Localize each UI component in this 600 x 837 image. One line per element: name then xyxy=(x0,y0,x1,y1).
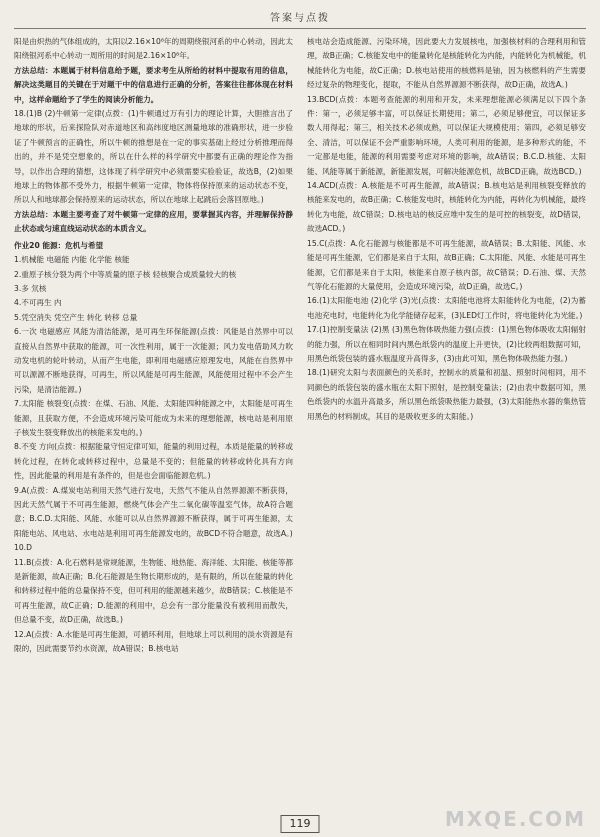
columns xyxy=(14,35,586,803)
left-column xyxy=(14,35,293,803)
answer-item: 11.B(点拨：A.化石燃料是常规能源，生物能、地热能、海洋能、太阳能、核能等都是新能源，故A正确；B.化石能源是生物长期形成的，是有限的，所以在能量的转化和转移过程中能的总量保持不变，但可利用的能源越来越少，故B错误；C.核能是不可再生能源，故C正确；D.能源的利用中，总会有一部分能量没有被利用而散失，但总量不变，故D正确，故选B。) xyxy=(14,557,293,625)
answer-item: 5.凭空消失 凭空产生 转化 转移 总量 xyxy=(14,312,138,322)
answer-item: 3.多 氘核 xyxy=(14,283,47,293)
watermark: MXQE.COM xyxy=(444,807,586,831)
paragraph: 方法总结：本题属于材料信息给予题，要求考生从所给的材料中提取有用的信息，解决这类题目的关键在于对题干中的信息进行正确的分析，答案往往都体现在材料中，这样命题给予了学生的阅读分析能力。 xyxy=(14,65,293,104)
page-number: 119 xyxy=(281,815,320,833)
answer-item: 10.D xyxy=(14,543,32,553)
answer-item: 17.(1)控制变量法 (2)黑 (3)黑色物体吸热能力强(点拨：(1)黑色物体吸收太阳辐射的能力强，所以在相同时间内黑色纸袋内的温度上升更快，(2)比较两组数据可知，用黑色纸袋包装的盛水瓶温度升高得多，(3)由此可知，黑色物体吸热能力强。) xyxy=(307,325,586,363)
page-header: 答案与点拨 xyxy=(14,10,586,29)
answer-item: 13.BCD(点拨：本题考查能源的利用和开发，未来理想能源必须满足以下四个条件：第一，必须足够丰富，可以保证长期使用；第二，必须足够便宜，可以保证多数人用得起；第三，相关技术必须成熟，可以保证大规模使用；第四，必须足够安全、清洁，可以保证不会严重影响环境，人类可利用的能源，是多种形式的能，不一定都是电能，能源的利用需要考虑对环境的影响，故A错误；B.C.D.核能、太阳能、风能等属于新能源，新能源发展，可解决能源危机，故BCD正确，故选BCD。) xyxy=(307,94,586,176)
answer-item: 9.A(点拨：A.煤炭电站利用天然气进行发电，天然气不能从自然界源源不断获得，因此天然气属于不可再生能源，燃烧气体会产生二氧化碳等温室气体，故A符合题意；B.C.D.太阳能、风能、水能可以从自然界源源不断获得，属于可再生能源，太阳能电站、风电站、水电站是利用可再生能源发电的，故BCD不符合题意，故选A。) xyxy=(14,485,293,538)
section-title: 作业20 能源：危机与希望 xyxy=(14,240,104,250)
right-column xyxy=(307,35,586,803)
paragraph: 阳是由炽热的气体组成的，太阳以2.16×10⁸年的周期绕银河系的中心转动，因此太阳绕银河系中心转动一周所用的时间是2.16×10⁸年。 xyxy=(14,37,293,61)
answer-item: 6.一次 电磁感应 风能为清洁能源，是可再生环保能源(点拨：风能是自然界中可以直接从自然界中获取的能源，可一次性利用，属于一次能源；风力发电借助风力吹动发电机的轮叶转动，从而产生电能，即利用电磁感应原理发电，风能在自然界中可以源源不断地获得，可再生，所以风能是可再生能源，风能使用过程中不会产生污染，是清洁能源。) xyxy=(14,327,293,394)
answer-item: 16.(1)太阳能电池 (2)化学 (3)光(点拨：太阳能电池将太阳能转化为电能，(2)为蓄电池充电时，电能转化为化学能储存起来，(3)LED灯工作时，将电能转化为光能。) xyxy=(307,296,586,320)
answer-item: 4.不可再生 内 xyxy=(14,298,62,308)
answer-item: 14.ACD(点拨：A.核能是不可再生能源，故A错误；B.核电站是利用核裂变释放的核能来发电的，故B正确；C.核能发电时，核能转化为内能，再转化为机械能，最终转化为电能，故C错误；D.核电站的核反应堆中发生的是可控的核裂变，故D错误，故选ACD。) xyxy=(307,181,586,234)
answer-item: 7.太阳能 核裂变(点拨：在煤、石油、风能、太阳能四种能源之中，太阳能是可再生能源，且获取方便，不会造成环境污染可能成为未来的理想能源，核电站是利用原子核发生裂变释放出的核能来发电的。) xyxy=(14,399,293,437)
paragraph: 方法总结：本题主要考查了对牛顿第一定律的应用，要掌握其内容，并理解保持静止状态或匀速直线运动状态的本质含义。 xyxy=(14,209,293,234)
answer-item: 1.机械能 电磁能 内能 化学能 核能 xyxy=(14,255,130,265)
answer-item: 8.不变 方向(点拨：根据能量守恒定律可知，能量的利用过程，本质是能量的转移或转化过程，在转化或转移过程中，总量是不变的；但能量的转移或转化具有方向性，因此能量的利用是有条件的，但是也会面临能源危机。) xyxy=(14,442,293,481)
answer-item: 核电站会造成能源、污染环境，因此要大力发展核电，加强核材料的合理利用和管理，故B正确；C.核能发电中的能量转化是核能转化为内能，内能转化为机械能，机械能转化为电能，故C正确；D.核电站使用的核燃料是铀，因为核燃料的产生需要经过复杂的物理变化，提取，不能从自然界源源不断获得，故D正确，故选A。) xyxy=(307,37,586,90)
answer-item: 15.C(点拨：A.化石能源与核能都是不可再生能源，故A错误；B.太阳能、风能、水能是可再生能源，它们都是来自于太阳，故B正确；C.太阳能、风能、水能是可再生能源，它们都是来自于太阳，核能来自原子核内部，故C错误；D.石油、煤、天然气等化石能源的大量使用，会造成环境污染，故D正确，故选C。) xyxy=(307,238,586,291)
answer-item: 18.(1)研究太阳与表面颜色的关系时，控制水的质量和初温、照射时间相同，用不同颜色的纸袋包装的盛水瓶在太阳下照射，是控制变量法；(2)由表中数据可知，黑色纸袋内的水温升高最多，所以黑色纸袋吸热能力最强，(3)太阳能热水器的集热管用黑色的材料制成，其目的是吸收更多的太阳能。) xyxy=(307,368,586,421)
paragraph: 18.(1)B (2)牛顿第一定律(点拨：(1)牛顿通过万有引力的理论计算，大胆推言出了地球的形状，后来探险队对赤道地区和高纬度地区测量地球的准确形状，进一步验证了牛顿预言的正确性，所以牛顿的推想是在一定的事实基础上经过分析推理而得出的，并不是凭空想象的，所以在什么样的科学研究中都要有正确的理论作为指导，以作出合理的猜想，这体现了科学研究中必须需要实验验证，故选B，(2)如果地球上的物体都不受外力，根据牛顿第一定律，物体将保持原来的运动状态不变，所以人和地球都会保持原来的运动状态，所以在地球上起跳后会落回原地。) xyxy=(14,109,293,205)
answer-item: 2.重原子核分裂为两个中等质量的原子核 轻核聚合成质量较大的核 xyxy=(14,269,237,279)
answer-item: 12.A(点拨：A.水能是可再生能源，可循环利用，但地球上可以利用的淡水资源是有限的，因此需要节约水资源，故A错误；B.核电站 xyxy=(14,629,293,654)
